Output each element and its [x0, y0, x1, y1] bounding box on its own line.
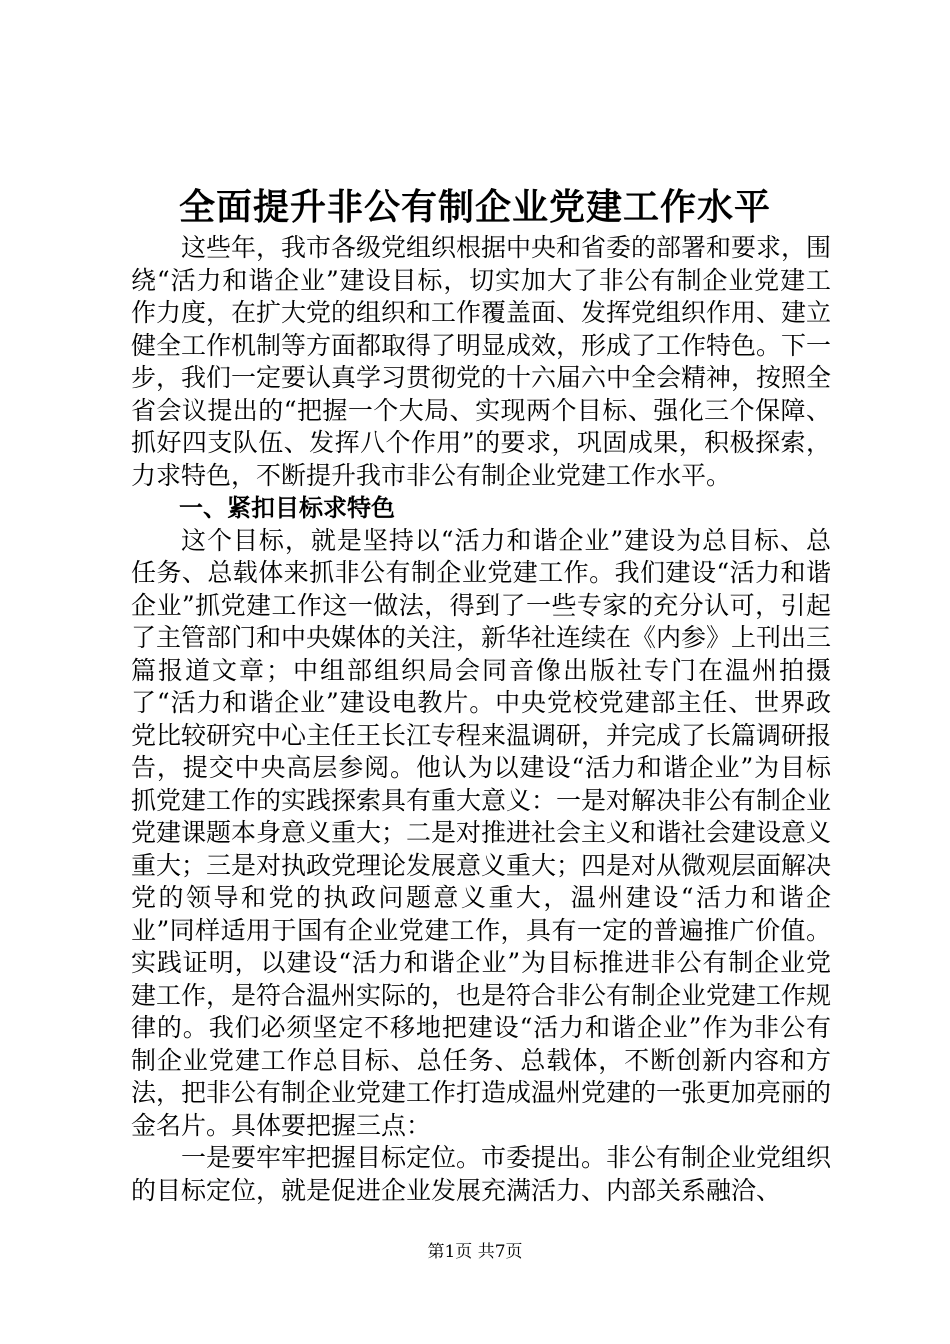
intro-paragraph: 这些年，我市各级党组织根据中央和省委的部署和要求，围绕“活力和谐企业”建设目标，切实加大了非公有制企业党建工作力度，在扩大党的组织和工作覆盖面、发挥党组织作用、建立健全工作机制等方面都取得了明显成效，形成了工作特色。下一步，我们一定要认真学习贯彻党的十六届六中全会精神，按照全省会议提出的“把握一个大局、实现两个目标、强化三个保障、抓好四支队伍、发挥八个作用”的要求，巩固成果，积极探索，力求特色，不断提升我市非公有制企业党建工作水平。	[131, 233, 832, 490]
page-number-footer: 第1页 共7页	[427, 1242, 523, 1262]
body-paragraph: 这个目标，就是坚持以“活力和谐企业”建设为总目标、总任务、总载体来抓非公有制企业党建工作。我们建设“活力和谐企业”抓党建工作这一做法，得到了一些专家的充分认可，引起了主管部门和中央媒体的关注，新华社连续在《内参》上刊出三篇报道文章；中组部组织局会同音像出版社专门在温州拍摄了“活力和谐企业”建设电教片。中央党校党建部主任、世界政党比较研究中心主任王长江专程来温调研，并完成了长篇调研报告，提交中央高层参阅。他认为以建设“活力和谐企业”为目标抓党建工作的实践探索具有重大意义：一是对解决非公有制企业党建课题本身意义重大；二是对推进社会主义和谐社会建设意义重大；三是对执政党理论发展意义重大；四是对从微观层面解决党的领导和党的执政问题意义重大，温州建设“活力和谐企业”同样适用于国有企业党建工作，具有一定的普遍推广价值。实践证明，以建设“活力和谐企业”为目标推进非公有制企业党建工作，是符合温州实际的，也是符合非公有制企业党建工作规律的。我们必须坚定不移地把建设“活力和谐企业”作为非公有制企业党建工作总目标、总任务、总载体，不断创新内容和方法，把非公有制企业党建工作打造成温州党建的一张更加亮丽的金名片。具体要把握三点：	[131, 525, 832, 1140]
document-title: 全面提升非公有制企业党建工作水平	[178, 187, 771, 228]
section-heading: 一、紧扣目标求特色	[179, 494, 395, 522]
document-body	[131, 232, 831, 1207]
body-paragraph: 一是要牢牢把握目标定位。市委提出。非公有制企业党组织的目标定位，就是促进企业发展充满活力、内部关系融洽、	[131, 1143, 832, 1205]
